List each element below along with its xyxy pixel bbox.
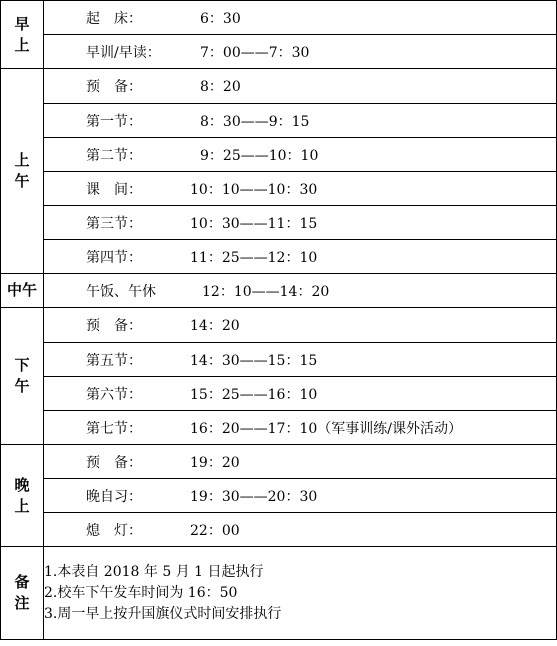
row-label: 预 备： — [86, 318, 142, 334]
schedule-row-cell — [44, 343, 557, 377]
table-row — [1, 1, 557, 35]
table-row — [1, 445, 557, 479]
period-label: 晚上 — [14, 475, 30, 515]
table-row — [1, 513, 557, 547]
schedule-row-cell — [44, 445, 557, 479]
period-label: 上午 — [14, 151, 30, 190]
table-row — [1, 479, 557, 513]
table-row — [1, 274, 557, 308]
schedule-row-cell — [44, 411, 557, 445]
row-label: 晚自习： — [86, 488, 142, 505]
period-label: 中午 — [6, 281, 37, 299]
row-label: 课 间： — [86, 181, 142, 198]
row-label: 午饭、午休 — [86, 283, 156, 300]
table-row — [1, 411, 557, 445]
table-row — [1, 240, 557, 274]
period-cell-evening — [1, 445, 44, 547]
row-time: 14：20 — [190, 318, 240, 334]
remark-line: 2.校车下午发车时间为 16：50 — [44, 584, 238, 601]
row-label: 起 床： — [86, 10, 142, 27]
schedule-row-cell — [44, 479, 557, 513]
period-cell-remarks — [1, 547, 44, 640]
schedule-row-cell — [44, 1, 557, 35]
row-time: 6：30 — [200, 10, 241, 27]
remarks-cell — [44, 547, 557, 640]
period-cell-morning — [1, 1, 44, 69]
row-label: 第三节： — [86, 215, 142, 232]
row-label: 预 备： — [86, 454, 142, 471]
row-time: 8：30——9：15 — [200, 113, 310, 130]
row-time: 8：20 — [200, 79, 241, 95]
row-time: 19：20 — [190, 454, 240, 471]
row-time: 14：30——15：15 — [190, 352, 318, 369]
row-label: 第七节： — [86, 420, 142, 437]
row-time: 11：25——12：10 — [190, 249, 318, 266]
period-cell-afternoon — [1, 308, 44, 445]
row-label: 预 备： — [86, 79, 142, 95]
table-row — [1, 172, 557, 206]
period-label: 早上 — [14, 14, 30, 54]
schedule-row-cell — [44, 513, 557, 547]
row-time: 10：10——10：30 — [190, 181, 318, 198]
row-label: 熄 灯： — [86, 522, 142, 539]
schedule-row-cell — [44, 172, 557, 206]
schedule-row-cell — [44, 308, 557, 343]
row-time: 22：00 — [190, 522, 240, 539]
row-label: 第一节： — [86, 113, 142, 130]
table-row — [1, 547, 557, 640]
table-row — [1, 138, 557, 172]
schedule-row-cell — [44, 138, 557, 172]
row-time: 9：25——10：10 — [200, 147, 319, 164]
schedule-row-cell — [44, 274, 557, 308]
row-label: 第五节： — [86, 352, 142, 369]
schedule-row-cell — [44, 206, 557, 240]
period-cell-noon — [1, 274, 44, 308]
row-label: 第四节： — [86, 249, 142, 266]
row-label: 第二节： — [86, 147, 142, 164]
row-label: 第六节： — [86, 386, 142, 403]
table-row — [1, 343, 557, 377]
period-label: 备注 — [14, 573, 30, 612]
period-label: 下午 — [14, 356, 30, 395]
row-time: 15：25——16：10 — [190, 386, 318, 403]
table-row — [1, 35, 557, 69]
table-row — [1, 377, 557, 411]
row-label: 早训/早读： — [86, 44, 161, 61]
schedule-row-cell — [44, 104, 557, 138]
schedule-row-cell — [44, 240, 557, 274]
table-row — [1, 206, 557, 240]
table-row — [1, 69, 557, 104]
row-time: 7：00——7：30 — [200, 44, 310, 61]
row-time: 10：30——11：15 — [190, 215, 318, 232]
remark-line: 1.本表自 2018 年 5 月 1 日起执行 — [44, 563, 264, 580]
schedule-row-cell — [44, 377, 557, 411]
table-row — [1, 104, 557, 138]
row-time: 12：10——14：20 — [202, 283, 330, 300]
period-cell-forenoon — [1, 69, 44, 274]
schedule-row-cell — [44, 69, 557, 104]
row-time: 19：30——20：30 — [190, 488, 318, 505]
schedule-row-cell — [44, 35, 557, 69]
remark-line: 3.周一早上按升国旗仪式时间安排执行 — [44, 605, 282, 622]
row-time: 16：20——17：10（军事训练/课外活动） — [190, 420, 462, 437]
table-row — [1, 308, 557, 343]
